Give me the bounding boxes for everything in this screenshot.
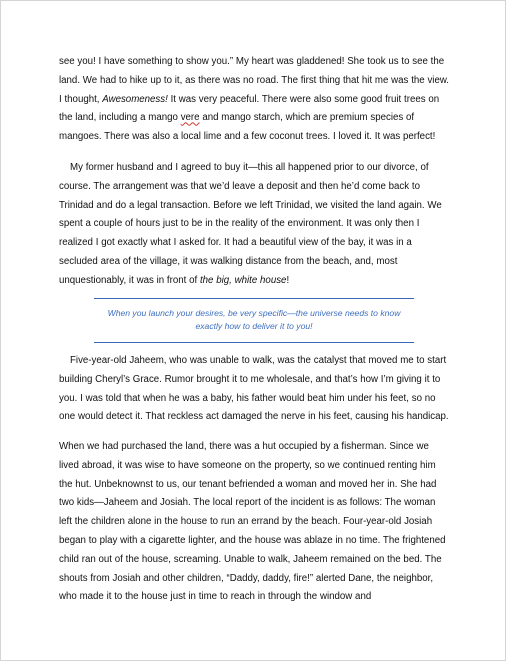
emphasis-text: the big, white house [199,274,287,286]
paragraph-jaheem [59,352,451,427]
pull-quote [91,307,417,334]
paragraph-text: My former husband and I agreed to buy it—this all happened prior to our divorce, of course. The arrangement was that we’d leave a deposit and then he’d come back to Trinidad and do a legal transaction. Before we left Trinidad, we visited the land again. We spent a couple of hours just to be in the reality of the environment. It was only then I realized I got exactly what I asked for. It had a beautiful view of the bay, it was in a secluded area of the village, it was walking distance from the beach, and, most unquestionably, it was in front of [59,162,442,286]
paragraph-text: see you! I have something to show you.” My heart was gladdened! She took us to see the land. We had to hike up to it, as there was no road. The first thing that hit me was the view. I thought, [59,56,449,105]
paragraph-text: It was very peaceful. There were also some good fruit trees on the land, including a mango [59,93,440,124]
paragraph-purchase [59,159,451,291]
emphasis-text: Awesomeness! [102,93,168,105]
paragraph-text: Five-year-old Jaheem, who was unable to walk, was the catalyst that moved me to start building Cheryl’s Grace. Rumor brought it to me wholesale, and that’s how I’m giving it to you. I was told that when he was a baby, his father would beat him under his feet, so no one would detect it. That reckless act damaged the nerve in his feet, causing his handicap. [59,355,449,423]
paragraph-fire [59,438,451,607]
pull-quote-line-2: exactly how to deliver it to you! [195,321,313,332]
pull-quote-top-rule [94,298,414,299]
paragraph-text: ! [286,274,290,286]
paragraph-text: and mango starch, which are premium species of mangoes. There was also a local lime and a few coconut trees. I loved it. It was perfect! [59,112,436,143]
misspelled-word: vere [180,112,200,124]
paragraph-land-visit [59,53,451,147]
pull-quote-line-1: When you launch your desires, be very specific—the universe needs to know [107,308,401,318]
pull-quote-bottom-rule [94,342,414,343]
paragraph-text: When we had purchased the land, there was a hut occupied by a fisherman. Since we lived abroad, it was wise to have someone on the property, so we continued renting him the hut. Unbeknownst to us, our tenant befriended a woman and moved her in. She had two kids—Jaheem and Josiah. The local report of the incident is as follows: The woman left the children alone in the house to run an errand by the beach. Four-year-old Josiah began to play with a cigarette lighter, and the house was ablaze in no time. The frightened child ran out of the house, screaming. Unable to walk, Jaheem remained on the bed. The shouts from Josiah and other children, “Daddy, daddy, fire!” alerted Dane, the neighbor, who made it to the house just in time to reach in through the window and [59,441,446,603]
